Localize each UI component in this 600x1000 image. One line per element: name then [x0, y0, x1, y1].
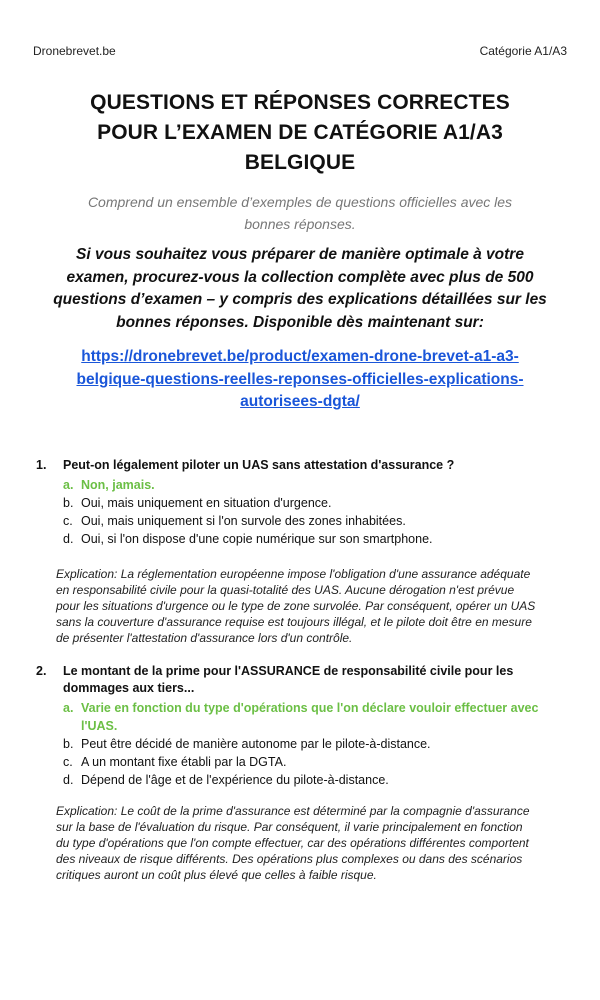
- option-text: Oui, si l'on dispose d'une copie numérique sur son smartphone.: [81, 532, 433, 546]
- product-link[interactable]: [26, 346, 574, 414]
- link-line[interactable]: https://dronebrevet.be/product/examen-drone-brevet-a1-a3-: [81, 348, 519, 365]
- explanation-line: Explication: La réglementation européenne impose l'obligation d'une assurance adéquate: [56, 567, 531, 581]
- answer-options: [36, 476, 570, 548]
- question-lines: [63, 663, 513, 697]
- page-header: [33, 44, 567, 58]
- answer-options: [36, 699, 570, 789]
- title-line: BELGIQUE: [244, 151, 356, 174]
- subtitle-line: Comprend un ensemble d’exemples de questions officielles avec les: [87, 194, 513, 210]
- question-1: [36, 457, 570, 548]
- explanation-line: des niveaux de risque différents. Des opérations plus complexes ou dans des scénarios: [56, 852, 523, 866]
- explanation-line: critiques auront un coût plus élevé que celles à faible risque.: [56, 868, 377, 882]
- explanation-line: Explication: Le coût de la prime d'assurance est déterminé par la compagnie d'assurance: [56, 804, 530, 818]
- answer-option-correct: [63, 699, 570, 735]
- answer-option: [63, 494, 570, 512]
- answer-option: [63, 512, 570, 530]
- option-text: Peut être décidé de manière autonome par le pilote-à-distance.: [81, 737, 431, 751]
- option-text: Dépend de l'âge et de l'expérience du pilote-à-distance.: [81, 773, 389, 787]
- link-line[interactable]: belgique-questions-reelles-reponses-officielles-explications-: [76, 370, 524, 388]
- question-line: dommages aux tiers...: [63, 681, 195, 695]
- promo-line: questions d’examen – y compris des explications détaillées sur les: [53, 291, 547, 308]
- answer-option: [63, 753, 570, 771]
- explanation-2: [56, 803, 566, 883]
- question-text: [36, 663, 570, 697]
- site-name: Dronebrevet.be: [33, 44, 116, 58]
- question-number: 1.: [36, 458, 47, 472]
- promo-line: examen, procurez-vous la collection complète avec plus de 500: [66, 268, 534, 286]
- subtitle: [48, 191, 552, 235]
- explanation-1: [56, 566, 566, 646]
- explanation-line: en responsabilité civile pour la quasi-totalité des UAS. Aucune dérogation n'est prévue: [56, 583, 515, 597]
- option-letter: a.: [63, 701, 74, 715]
- promo-line: bonnes réponses. Disponible dès maintenant sur:: [116, 313, 484, 331]
- question-2: [36, 663, 570, 789]
- title-line: POUR L’EXAMEN DE CATÉGORIE A1/A3: [97, 121, 503, 144]
- promo-line: Si vous souhaitez vous préparer de manière optimale à votre: [76, 246, 524, 263]
- explanation-line: du type d'opérations que l'on compte effectuer, car des opérations différentes comportent: [56, 836, 529, 850]
- option-line: l'UAS.: [81, 719, 118, 733]
- option-letter: b.: [63, 737, 74, 751]
- option-text: A un montant fixe établi par la DGTA.: [81, 755, 287, 769]
- question-text: [36, 457, 570, 474]
- link-line[interactable]: autorisees-dgta/: [240, 393, 360, 410]
- question-line: Le montant de la prime pour l'ASSURANCE de responsabilité civile pour les: [63, 664, 514, 678]
- subtitle-line: bonnes réponses.: [244, 216, 356, 232]
- explanation-line: sur la base de l'évaluation du risque. Par conséquent, il varie principalement en fonction: [56, 820, 523, 834]
- option-text: [81, 699, 538, 735]
- option-text: Oui, mais uniquement si l'on survole des zones inhabitées.: [81, 514, 406, 528]
- category-label: Catégorie A1/A3: [479, 44, 567, 58]
- option-letter: a.: [63, 478, 74, 492]
- promo-text: [28, 244, 572, 334]
- option-letter: d.: [63, 773, 74, 787]
- explanation-line: sans la couverture d'assurance requise est toujours illégal, et le pilote doit être en mesure: [56, 615, 532, 629]
- page-title: [40, 88, 560, 178]
- question-number: 2.: [36, 664, 47, 678]
- option-text: Non, jamais.: [81, 478, 155, 492]
- question-line: Peut-on légalement piloter un UAS sans attestation d'assurance ?: [63, 458, 455, 472]
- answer-option: [63, 735, 570, 753]
- answer-option: [63, 771, 570, 789]
- explanation-line: pour les situations d'urgence ou le type de zone survolée. Par conséquent, opérer un UAS: [56, 599, 536, 613]
- option-letter: b.: [63, 496, 74, 510]
- answer-option: [63, 530, 570, 548]
- option-text: Oui, mais uniquement en situation d'urgence.: [81, 496, 332, 510]
- option-letter: c.: [63, 514, 73, 528]
- answer-option-correct: [63, 476, 570, 494]
- explanation-line: de présenter l'attestation d'assurance lors d'un contrôle.: [56, 631, 353, 645]
- option-letter: d.: [63, 532, 74, 546]
- option-letter: c.: [63, 755, 73, 769]
- title-line: QUESTIONS ET RÉPONSES CORRECTES: [90, 91, 510, 114]
- option-line: Varie en fonction du type d'opérations que l'on déclare vouloir effectuer avec: [81, 701, 539, 715]
